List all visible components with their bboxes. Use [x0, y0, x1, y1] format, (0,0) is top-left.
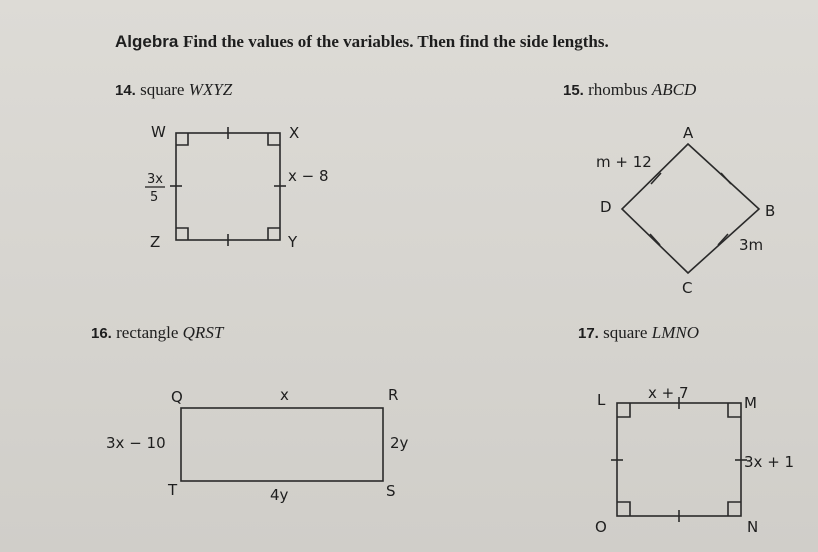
side-left-label: 3x − 10: [106, 434, 166, 452]
vertex-b: B: [765, 202, 776, 220]
rectangle-qrst: [181, 408, 383, 481]
vertex-x: X: [289, 124, 300, 142]
subject-label: Algebra: [115, 32, 179, 51]
instructions: Find the values of the variables. Then find the side lengths.: [183, 32, 609, 51]
vertex-a: A: [683, 124, 694, 142]
problem-17-heading: 17. square LMNO: [578, 323, 699, 342]
vertex-t: T: [168, 481, 178, 499]
vertex-s: S: [386, 482, 396, 500]
side-right-label: 3x + 1: [744, 453, 795, 471]
problem-16-heading: 16. rectangle QRST: [91, 323, 224, 342]
side-left-numerator: 3x: [147, 172, 163, 187]
side-right-label: x − 8: [288, 167, 329, 185]
side-bottom-label: 4y: [270, 486, 289, 504]
problem-15-heading: 15. rhombus ABCD: [563, 80, 697, 99]
vertex-o: O: [595, 518, 607, 536]
side-right-label: 2y: [390, 434, 409, 452]
vertex-n: N: [747, 518, 759, 536]
side-left-denominator: 5: [150, 190, 159, 205]
rectangle-qrst-labels: [106, 386, 409, 504]
side-top-label: x + 7: [648, 384, 689, 402]
side-top-label: x: [280, 386, 289, 404]
problem-14-heading: 14. square WXYZ: [115, 80, 233, 99]
vertex-z: Z: [150, 233, 161, 251]
vertex-w: W: [151, 123, 166, 141]
vertex-c: C: [682, 279, 693, 297]
vertex-l: L: [597, 391, 606, 409]
square-wxyz: [170, 127, 286, 246]
vertex-m: M: [744, 394, 757, 412]
vertex-r: R: [388, 386, 399, 404]
vertex-d: D: [600, 198, 612, 216]
square-lmno-labels: [595, 384, 794, 536]
side-upper-left-label: m + 12: [596, 153, 652, 171]
square-wxyz-labels: [145, 123, 329, 251]
side-lower-right-label: 3m: [739, 236, 764, 254]
vertex-q: Q: [171, 388, 183, 406]
square-lmno: [611, 397, 747, 522]
vertex-y: Y: [288, 233, 298, 251]
